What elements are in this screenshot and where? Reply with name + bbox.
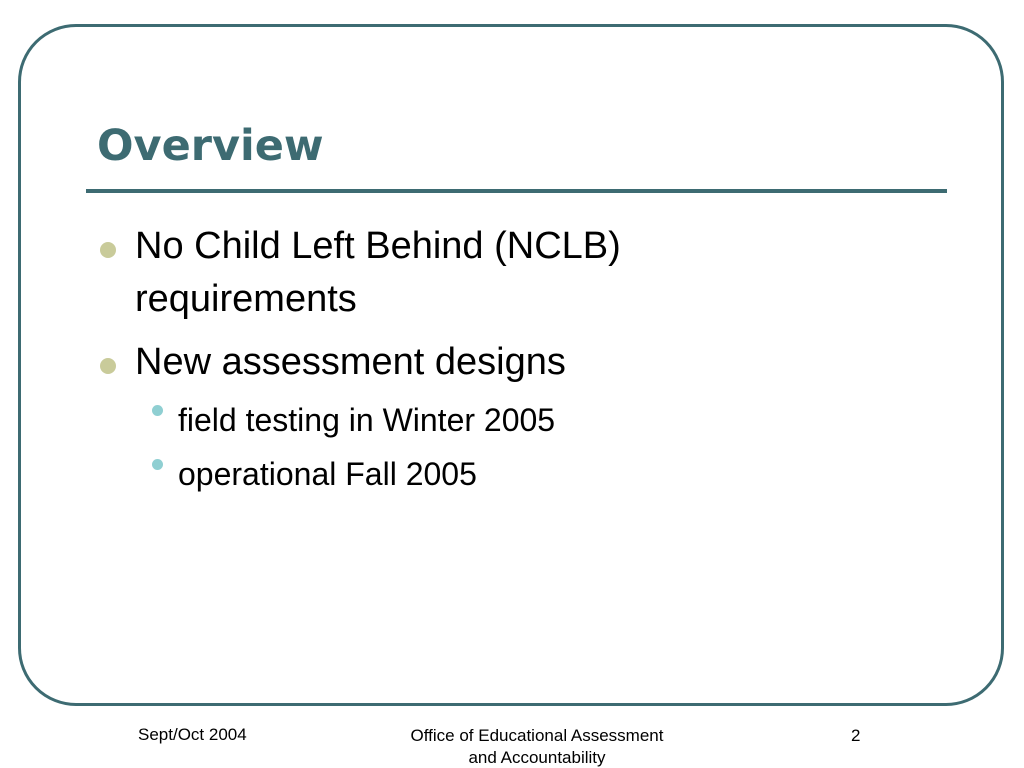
bullet-text: New assessment designs bbox=[135, 341, 566, 383]
sub-bullet-dot-icon bbox=[152, 459, 163, 470]
bullet-dot-icon bbox=[100, 358, 116, 374]
title-divider bbox=[86, 189, 947, 193]
footer-office-line1: Office of Educational Assessment bbox=[410, 726, 664, 745]
footer-date: Sept/Oct 2004 bbox=[138, 725, 247, 744]
slide-title: Overview bbox=[97, 121, 324, 171]
bullet-text-continuation: requirements bbox=[135, 278, 357, 320]
sub-bullet-text: operational Fall 2005 bbox=[178, 456, 477, 492]
sub-bullet-dot-icon bbox=[152, 405, 163, 416]
footer-office-line2: and Accountability bbox=[468, 748, 606, 767]
bullet-dot-icon bbox=[100, 242, 116, 258]
sub-bullet-text: field testing in Winter 2005 bbox=[178, 402, 556, 438]
bullet-text: No Child Left Behind (NCLB) bbox=[135, 225, 621, 267]
footer-page-number: 2 bbox=[851, 726, 861, 745]
footer-office bbox=[362, 725, 712, 768]
